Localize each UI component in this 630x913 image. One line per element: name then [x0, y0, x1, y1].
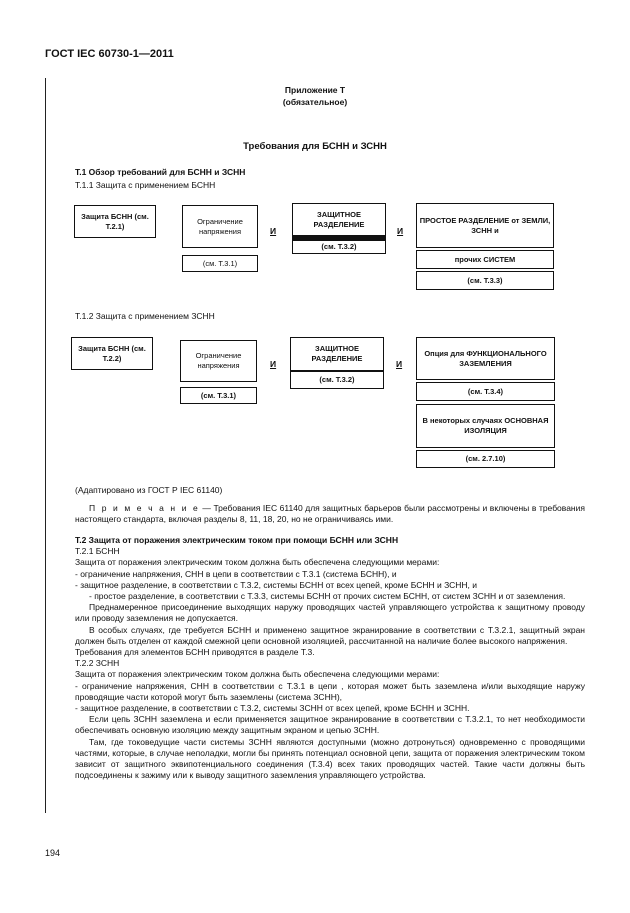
appendix-status: (обязательное): [282, 97, 348, 107]
note-label: П р и м е ч а н и е: [89, 503, 200, 513]
paragraph: Защита от поражения электрическим током должна быть обеспечена следующими мерами:: [75, 669, 440, 680]
paragraph: Защита от поражения электрическим током должна быть обеспечена следующими мерами:: [75, 557, 440, 568]
paragraph: Там, где токоведущие части системы ЗСНН являются доступными (можно дотронуться) одновременно с проводящими частями, которые, в случае неполадки, могли бы принять потенциал основной цепи, защита от поражения электрическим током зависит от защитного эквипотенциального соединения (Т.3.4) всех таких проводящих частей. Такие части должны быть подсоединены к зажиму или к выводу защитного заземления управляющего устройства.: [75, 736, 585, 781]
diagram2-connector-2: И: [396, 359, 403, 369]
standard-header: ГОСТ IEC 60730-1—2011: [45, 48, 174, 60]
diagram2-box-protection: Защита БСНН (см. Т.2.2): [71, 337, 153, 370]
section-t2-2-heading: Т.2.2 ЗСНН: [75, 658, 120, 669]
section-t2-1-heading: Т.2.1 БСНН: [75, 546, 120, 557]
diagram1-box-simple-separation-ref: (см. Т.3.3): [416, 271, 554, 290]
paragraph: - ограничение напряжения, СНН в цепи в соответствии с Т.3.1 (система БСНН), и: [75, 568, 397, 579]
diagram1-box-other-systems: прочих СИСТЕМ: [416, 250, 554, 269]
section-t2: [75, 535, 585, 781]
section-t1-2-heading: Т.1.2 Защита с применением ЗСНН: [75, 311, 215, 321]
note-text: — Требования IEC 61140 для защитных барьеров были рассмотрены и включены в требования настоящего стандарта, включая разделы 8, 11, 18, 20, но не ограничиваясь ими.: [75, 503, 585, 525]
diagram2-box-protective-separation: ЗАЩИТНОЕ РАЗДЕЛЕНИЕ: [290, 337, 384, 371]
diagram2-box-protective-separation-ref: (см. Т.3.2): [290, 371, 384, 389]
diagram1-connector-2: И: [397, 226, 404, 236]
diagram2-box-voltage-limit-ref: (см. Т.3.1): [180, 387, 257, 404]
diagram1-box-protective-separation: ЗАЩИТНОЕ РАЗДЕЛЕНИЕ: [292, 203, 386, 240]
diagram1-box-protection: Защита БСНН (см. Т.2.1): [74, 205, 156, 238]
paragraph: В особых случаях, где требуется БСНН и применено защитное экранирование в соответствии с Т.3.2.1, защитный экран должен быть отделен от каждой смежной цепи основной изоляцией, рассчитанной на наличие более высокого напряжения.: [75, 624, 585, 646]
adapted-source: (Адаптировано из ГОСТ Р IEC 61140): [75, 485, 223, 495]
appendix-heading: [240, 84, 390, 108]
diagram1-box-protective-separation-ref: (см. Т.3.2): [292, 240, 386, 254]
diagram1-connector-1: И: [270, 226, 277, 236]
margin-line: [45, 78, 46, 813]
diagram2-box-basic-insulation-ref: (см. 2.7.10): [416, 450, 555, 468]
paragraph: Преднамеренное присоединение выходящих наружу проводящих частей управляющего устройства к защитному проводу или проводу заземления не допускается.: [75, 602, 585, 624]
diagram1-box-voltage-limit-ref: (см. Т.3.1): [182, 255, 258, 272]
diagram2-box-voltage-limit: Ограничение напряжения: [180, 340, 257, 382]
paragraph: - защитное разделение, в соответствии с Т.3.2, системы ЗСНН от всех цепей, кроме БСНН и ЗСНН.: [75, 703, 470, 714]
diagram2-box-basic-insulation: В некоторых случаях ОСНОВНАЯ ИЗОЛЯЦИЯ: [416, 404, 555, 448]
paragraph: - ограничение напряжения, СНН в соответствии с Т.3.1 в цепи , которая может быть заземлена и/или выходящие наружу проводящие части которой могут быть заземлены (система ЗСНН),: [75, 680, 585, 702]
paragraph: - простое разделение, в соответствии с Т.3.3, системы БСНН от прочих систем БСНН, от систем ЗСНН и от заземления.: [89, 591, 566, 602]
diagram2-connector-1: И: [270, 359, 277, 369]
section-t2-heading: Т.2 Защита от поражения электрическим током при помощи БСНН или ЗСНН: [75, 535, 399, 545]
note-paragraph: [75, 503, 585, 525]
paragraph: - защитное разделение, в соответствии с Т.3.2, системы БСНН от всех цепей, кроме БСНН и ЗСНН, и: [75, 579, 478, 590]
diagram2-box-functional-earthing-ref: (см. Т.3.4): [416, 382, 555, 401]
note-block: [75, 503, 585, 525]
page-title: Требования для БСНН и ЗСНН: [243, 141, 387, 152]
diagram1-box-voltage-limit: Ограничение напряжения: [182, 205, 258, 248]
page-number: 194: [45, 848, 61, 858]
section-t1-heading: Т.1 Обзор требований для БСНН и ЗСНН: [75, 167, 246, 177]
appendix-title: Приложение Т: [284, 85, 346, 95]
diagram2-box-functional-earthing: Опция для ФУНКЦИОНАЛЬНОГО ЗАЗЕМЛЕНИЯ: [416, 337, 555, 380]
diagram1-box-simple-separation: ПРОСТОЕ РАЗДЕЛЕНИЕ от ЗЕМЛИ, ЗСНН и: [416, 203, 554, 248]
paragraph: Требования для элементов БСНН приводятся в разделе Т.3.: [75, 647, 315, 658]
section-t1-1-heading: Т.1.1 Защита с применением БСНН: [75, 180, 216, 190]
paragraph: Если цепь ЗСНН заземлена и если применяется защитное экранирование в соответствии с Т.3.2.1, то нет необходимости обеспечивать основную изоляцию между защитным экраном и цепью ЗСНН.: [75, 714, 585, 736]
